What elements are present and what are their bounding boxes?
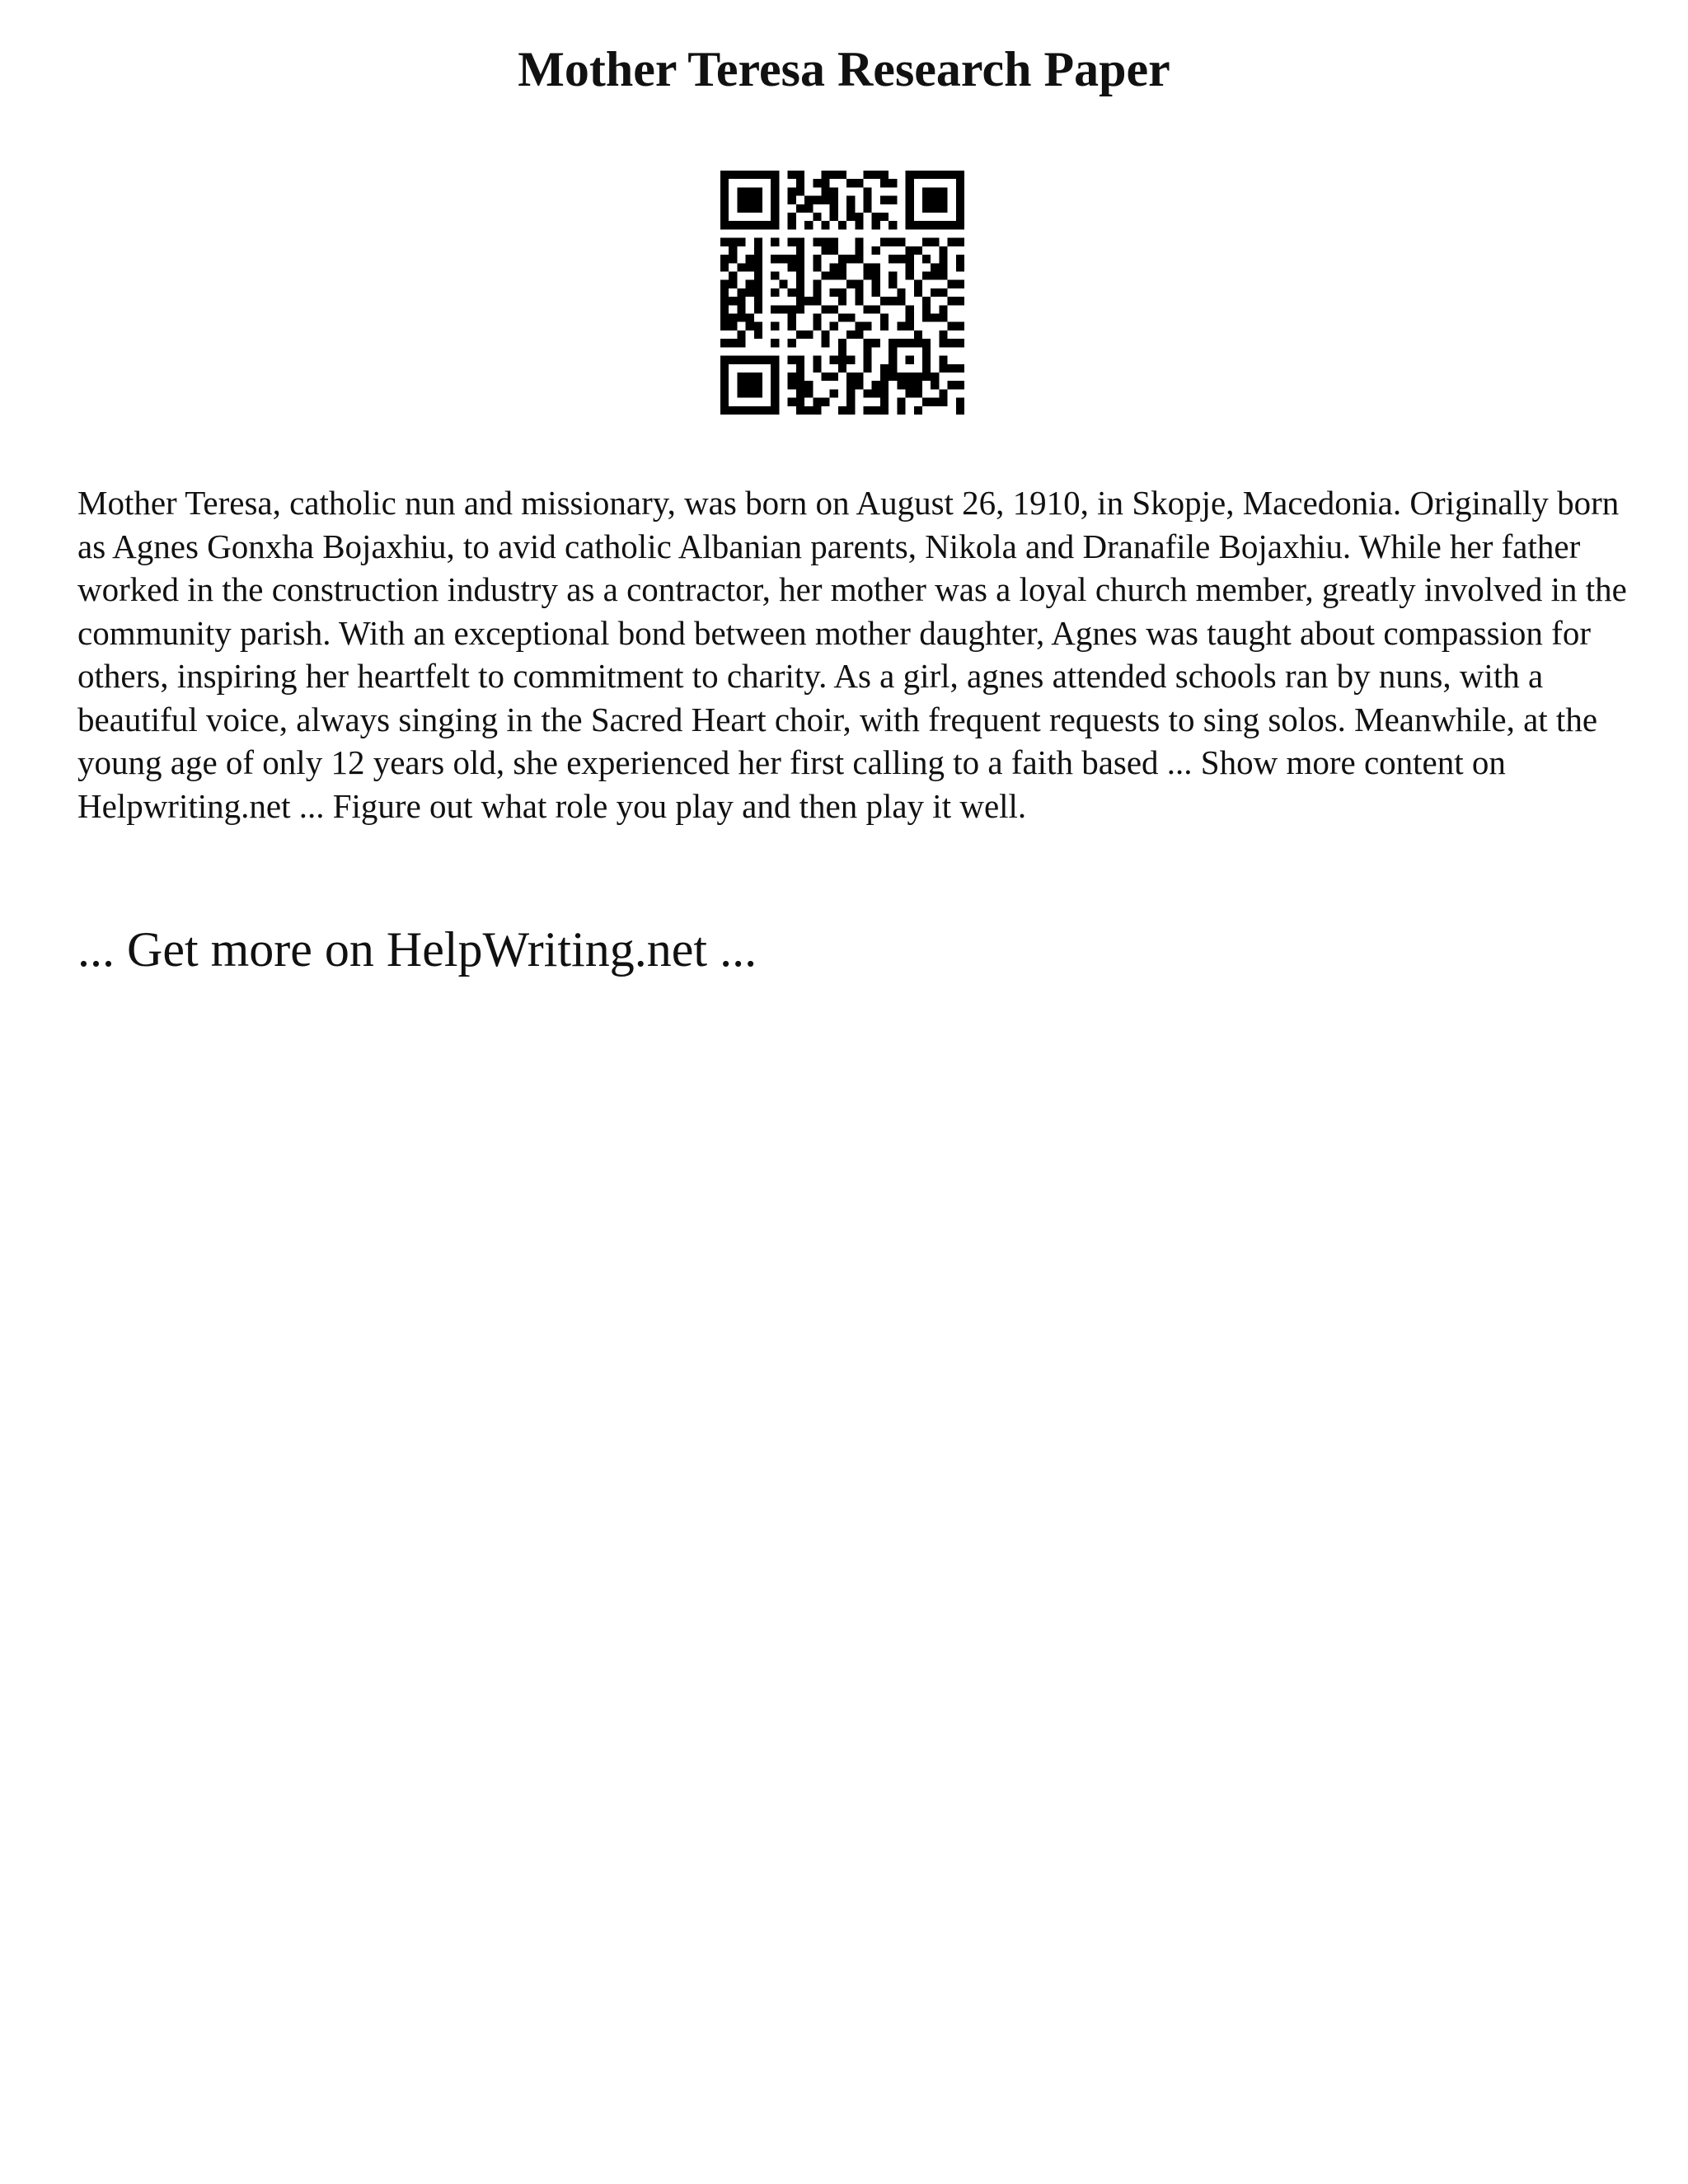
page-title: Mother Teresa Research Paper xyxy=(518,42,1170,96)
get-more-link[interactable]: ... Get more on HelpWriting.net ... xyxy=(77,922,757,977)
qr-code-graphic xyxy=(720,171,964,415)
essay-excerpt: Mother Teresa, catholic nun and missionary, was born on August 26, 1910, in Skopje, Macedonia. Originally born as Agnes Gonxha Bojaxhiu, to avid catholic Albanian parents, Nikola and Dranafile Bojaxhiu. While her father worked in the construction industry as a contractor, her mother was a loyal church member, greatly involved in the community parish. With an exceptional bond between mother daughter, Agnes was taught about compassion for others, inspiring her heartfelt to commitment to charity. As a girl, agnes attended schools ran by nuns, with a beautiful voice, always singing in the Sacred Heart choir, with frequent requests to sing solos. Meanwhile, at the young age of only 12 years old, she experienced her first calling to a faith based ... Show more content on Helpwriting.net ... Figure out what role you play and then play it well. xyxy=(77,484,1627,825)
qr-code-icon xyxy=(720,171,964,415)
